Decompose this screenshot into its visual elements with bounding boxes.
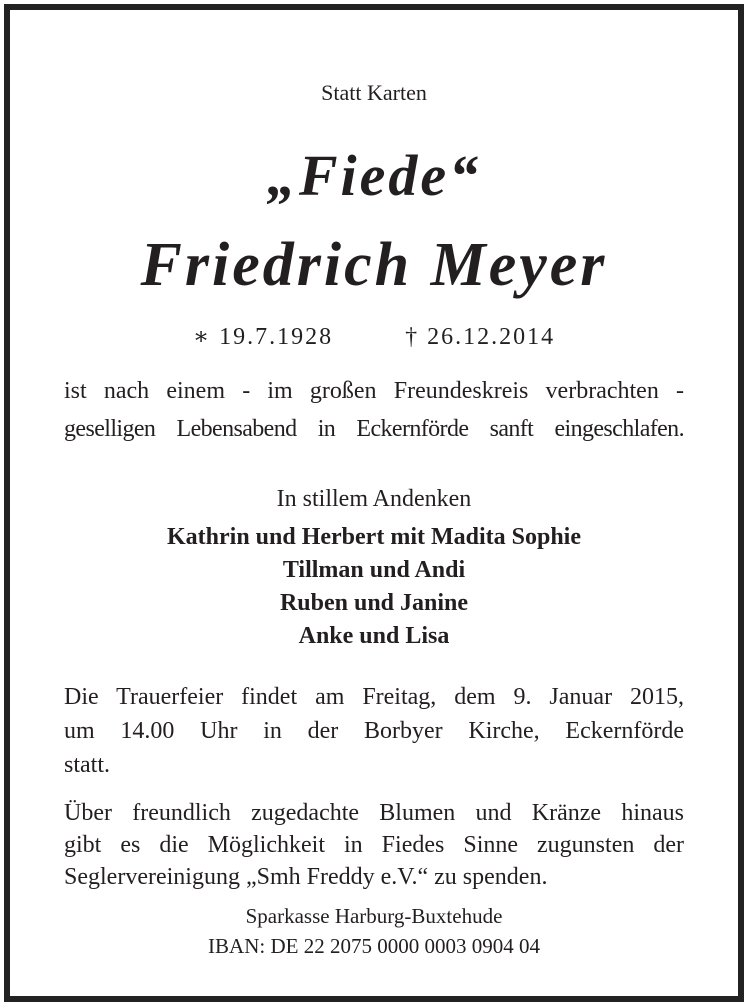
funeral-info-line: statt. (64, 752, 110, 778)
mourner-line: Anke und Lisa (298, 623, 450, 649)
funeral-info-line: um 14.00 Uhr in der Borbyer Kirche, Eckernförde (64, 718, 684, 744)
life-dates (10, 322, 738, 351)
bank-name: Sparkasse Harburg-Buxtehude (245, 904, 503, 928)
donation-info-line: Seglervereinigung „Smh Freddy e.V.“ zu spenden. (64, 864, 548, 890)
mourner-line: Tillman und Andi (282, 557, 466, 583)
donation-info-line: Über freundlich zugedachte Blumen und Kränze hinaus (64, 800, 684, 826)
iban-number: IBAN: DE 22 2075 0000 0003 0904 04 (208, 934, 540, 958)
remembrance-text: In stillem Andenken (276, 486, 472, 512)
mourner-line: Ruben und Janine (279, 590, 469, 616)
birth-date: ∗ 19.7.1928 (192, 324, 334, 350)
death-date: † 26.12.2014 (405, 324, 556, 350)
deceased-name: Friedrich Meyer (140, 231, 608, 299)
funeral-info-line: Die Trauerfeier findet am Freitag, dem 9. Januar 2015, (64, 684, 684, 710)
announcement-line: ist nach einem - im großen Freundeskreis verbrachten - (64, 378, 684, 404)
announcement-line: geselligen Lebensabend in Eckernförde sanft eingeschlafen. (64, 416, 684, 442)
donation-info-line: gibt es die Möglichkeit in Fiedes Sinne zugunsten der (64, 832, 684, 858)
notice-header: Statt Karten (321, 80, 427, 105)
mourner-line: Kathrin und Herbert mit Madita Sophie (166, 524, 581, 550)
nickname: „Fiede“ (266, 143, 482, 208)
obituary-frame (4, 4, 744, 1002)
